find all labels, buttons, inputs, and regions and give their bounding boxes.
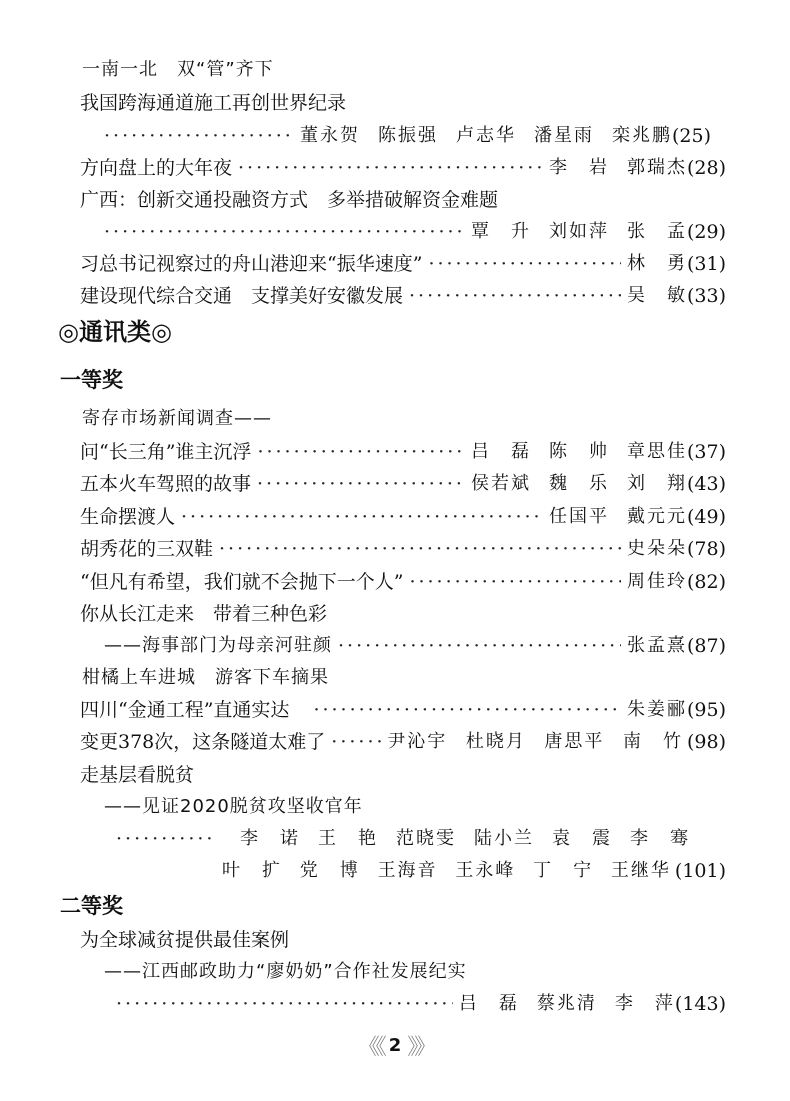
entry-title: 走基层看脱贫 — [80, 764, 195, 786]
toc-entry — [0, 663, 790, 693]
entry-title: 问“长三角”谁主沉浮 — [80, 441, 252, 463]
leader-dots — [238, 153, 543, 183]
entry-page: (143) — [674, 993, 726, 1015]
entry-authors: 朱姜郦 — [626, 699, 687, 720]
entry-page: (82) — [686, 571, 726, 593]
toc-entry — [0, 534, 726, 564]
leader-dots — [104, 121, 294, 151]
entry-page: (78) — [686, 538, 726, 560]
entry-title: 变更378次，这条隧道太难了 — [80, 731, 326, 753]
entry-authors: 叶 扩 党 博 王海音 王永峰 丁 宁 王继华 — [222, 860, 671, 881]
entry-page: (101) — [674, 860, 726, 882]
toc-entry — [0, 989, 726, 1019]
entry-page: (28) — [686, 157, 726, 179]
entry-authors: 吕 磊 陈 帅 章思佳 — [470, 441, 687, 462]
leader-dots — [257, 437, 465, 467]
chevron-right-icon: 》》 — [407, 1034, 433, 1060]
toc-entry — [0, 217, 726, 247]
entry-subtitle: ——海事部门为母亲河驻颜 — [104, 635, 332, 656]
toc-entry — [0, 925, 790, 955]
entry-authors: 任国平 戴元元 — [548, 506, 687, 527]
entry-page: (49) — [686, 506, 726, 528]
entry-page: (87) — [686, 635, 726, 657]
entry-page: (29) — [686, 221, 726, 243]
entry-page: (95) — [686, 699, 726, 721]
leader-dots — [409, 567, 621, 597]
award-heading-first: 一等奖 — [60, 368, 123, 392]
toc-entry — [0, 957, 790, 987]
entry-title: 广西：创新交通投融资方式 多举措破解资金难题 — [80, 189, 499, 211]
entry-authors: 吕 磊 蔡兆清 李 萍 — [458, 993, 675, 1014]
leader-dots — [116, 989, 453, 1019]
leader-dots — [181, 502, 543, 532]
chevron-left-icon: 《《 — [357, 1034, 383, 1060]
entry-authors: 李 岩 郭瑞杰 — [548, 157, 687, 178]
entry-page: (25) — [672, 125, 712, 147]
entry-authors: 张孟熹 — [626, 635, 687, 656]
entry-title: 我国跨海通道施工再创世界纪录 — [80, 92, 347, 114]
entry-page: (31) — [686, 253, 726, 275]
entry-authors: 尹沁宇 杜晓月 唐思平 南 竹 — [387, 731, 683, 752]
leader-dots — [428, 249, 621, 279]
toc-entry — [0, 249, 726, 279]
toc-entry — [0, 281, 726, 311]
toc-entry — [0, 121, 790, 151]
entry-title: 四川“金通工程”直通实达 — [80, 699, 290, 721]
entry-title: 五本火车驾照的故事 — [80, 473, 252, 495]
toc-entry — [0, 631, 726, 661]
toc-entry — [0, 55, 790, 85]
entry-title: 生命摆渡人 — [80, 506, 176, 528]
toc-entry — [0, 760, 790, 790]
entry-authors: 史朵朵 — [626, 538, 687, 559]
toc-entry — [0, 695, 726, 725]
entry-page: (33) — [686, 285, 726, 307]
toc-entry — [0, 856, 726, 886]
entry-title: 柑橘上车进城 游客下车摘果 — [82, 667, 329, 688]
entry-title: 为全球减贫提供最佳案例 — [80, 929, 290, 951]
toc-entry — [0, 88, 790, 118]
toc-entry — [0, 599, 790, 629]
entry-authors: 吴 敏 — [626, 285, 687, 306]
entry-subtitle: ——见证2020脱贫攻坚收官年 — [104, 796, 363, 817]
page-number: 2 — [388, 1034, 402, 1056]
toc-entry — [0, 567, 726, 597]
toc-entry — [0, 469, 726, 499]
entry-authors: 周佳玲 — [626, 571, 687, 592]
entry-title: 寄存市场新闻调查—— — [82, 408, 272, 429]
leader-dots — [409, 281, 621, 311]
toc-entry — [0, 792, 790, 822]
entry-subtitle: ——江西邮政助力“廖奶奶”合作社发展纪实 — [104, 961, 467, 982]
leader-dots — [104, 217, 465, 247]
entry-title: 你从长江走来 带着三种色彩 — [80, 603, 328, 625]
toc-entry — [0, 153, 726, 183]
entry-authors: 侯若斌 魏 乐 刘 翔 — [470, 473, 687, 494]
entry-title: 建设现代综合交通 支撑美好安徽发展 — [80, 285, 404, 307]
toc-entry — [0, 824, 690, 854]
toc-entry — [0, 502, 726, 532]
entry-title: 胡秀花的三双鞋 — [80, 538, 214, 560]
entry-authors: 林 勇 — [626, 253, 687, 274]
leader-dots — [219, 534, 621, 564]
leader-dots — [116, 824, 216, 854]
entry-authors: 李 诺 王 艳 范晓雯 陆小兰 袁 震 李 骞 — [240, 828, 690, 849]
leader-dots — [257, 469, 465, 499]
section-title: ◎通讯类◎ — [58, 318, 172, 346]
entry-title: 方向盘上的大年夜 — [80, 157, 233, 179]
entry-page: (43) — [686, 473, 726, 495]
entry-authors: 董永贺 陈振强 卢志华 潘星雨 栾兆鹏 — [300, 125, 672, 146]
toc-entry — [0, 727, 726, 757]
entry-page: (37) — [686, 441, 726, 463]
entry-page: (98) — [686, 731, 726, 753]
toc-entry — [0, 185, 790, 215]
entry-title: 习总书记视察过的舟山港迎来“振华速度” — [80, 253, 423, 275]
toc-entry — [0, 437, 726, 467]
entry-authors: 覃 升 刘如萍 张 孟 — [470, 221, 687, 242]
entry-title: “但凡有希望，我们就不会抛下一个人” — [80, 571, 404, 593]
toc-entry — [0, 404, 790, 434]
leader-dots — [338, 631, 621, 661]
leader-dots — [331, 727, 381, 757]
leader-dots — [313, 695, 621, 725]
page-number-badge — [340, 1030, 450, 1060]
award-heading-second: 二等奖 — [60, 894, 123, 918]
entry-title: 一南一北 双“管”齐下 — [82, 59, 274, 80]
